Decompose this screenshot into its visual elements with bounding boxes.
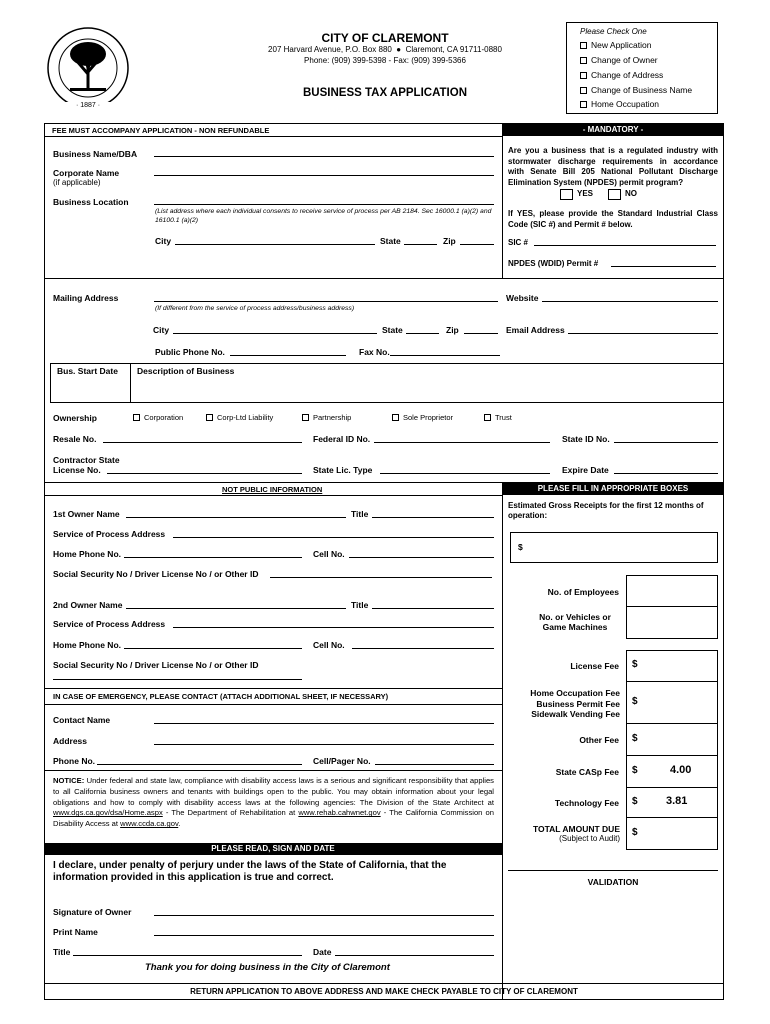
total-sub: (Subject to Audit) [559,834,620,843]
validation-label: VALIDATION [587,877,639,887]
npdes-label: NPDES (WDID) Permit # [508,259,599,268]
mailing-zip-label: Zip [446,325,459,335]
casp-fee-dollar: $ [632,765,638,776]
owner1-title-label: Title [351,509,369,519]
ownership-sole[interactable]: Sole Proprietor [392,413,453,422]
other-fee-label: Other Fee [579,735,619,745]
owner1-name-label: 1st Owner Name [53,509,120,519]
owner2-cell-input[interactable] [352,639,494,649]
checkbox-icon [580,57,587,64]
print-name-input[interactable] [154,926,494,936]
corporate-name-input[interactable] [154,166,494,176]
mandatory-question: Are you a business that is a regulated industry with stormwater discharge requirements in accordance with Senate Bill 205 National Pollutant Discharge Elimination System (NPDES) permit program? [508,146,718,187]
check-option-home[interactable]: Home Occupation [580,99,659,109]
owner1-cell-label: Cell No. [313,549,345,559]
business-state-label: State [380,236,401,246]
sign-date-input[interactable] [335,946,494,956]
mailing-address-label: Mailing Address [53,293,119,303]
gross-receipts-input[interactable] [510,532,718,563]
state-lic-type-label: State Lic. Type [313,465,373,475]
tech-fee-label: Technology Fee [554,798,619,808]
checkbox-icon [302,414,309,421]
contact-name-label: Contact Name [53,715,111,725]
mailing-state-label: State [382,325,403,335]
mailing-zip-input[interactable] [464,324,498,334]
casp-fee-label: State CASp Fee [555,767,619,777]
city-title: CITY OF CLAREMONT [321,31,449,45]
check-option-name[interactable]: Change of Business Name [580,85,692,95]
home-occ-dollar: $ [632,696,638,707]
owner1-ssn-label: Social Security No / Driver License No / or Other ID [53,569,259,579]
yes-label: YES [577,189,594,198]
disability-notice: NOTICE: Under federal and state law, compliance with disability access laws is a serious and significant responsibility that applies to all California business owners and tenants with buildings open to the public. You may obtain information about your legal obligations and how to comply with disability access laws at the following agencies: The Division of the State Architect at www.dgs.ca.gov/dsa/Home.aspx - The Department of Rehabilitation at www.rehab.cahwnet.gov - The California Commission on Disability Access at www.ccda.ca.gov. [53,776,494,829]
contact-phone-input[interactable] [97,755,302,765]
owner1-service-label: Service of Process Address [53,529,166,539]
footer-instructions: RETURN APPLICATION TO ABOVE ADDRESS AND MAKE CHECK PAYABLE TO CITY OF CLAREMONT [190,987,578,996]
business-name-label: Business Name/DBA [53,149,138,159]
sign-header: PLEASE READ, SIGN AND DATE [44,843,502,855]
owner2-ssn-label: Social Security No / Driver License No / or Other ID [53,660,259,670]
tech-fee-amount: 3.81 [666,795,688,807]
email-label: Email Address [506,325,565,335]
check-option-address[interactable]: Change of Address [580,70,663,80]
owner2-title-input[interactable] [372,599,494,609]
employees-input[interactable] [627,576,717,606]
ownership-trust[interactable]: Trust [484,413,512,422]
location-note: (List address where each individual consents to receive service of process per AB 2184. Sec 16000.1 (a)(2) and 16100.1 (a)(2) [155,208,492,224]
start-date-label: Bus. Start Date [57,366,118,376]
state-id-input[interactable] [614,433,718,443]
business-location-input[interactable] [154,195,494,205]
print-name-label: Print Name [53,927,98,937]
checkbox-icon [580,101,587,108]
sic-input[interactable] [534,236,716,246]
npdes-input[interactable] [611,257,716,267]
public-phone-label: Public Phone No. [155,347,225,357]
owner1-ssn-input[interactable] [270,568,492,578]
dsa-link[interactable]: www.dgs.ca.gov/dsa/Home.aspx [53,808,163,818]
validation-area [508,890,718,990]
mailing-note: (If different from the service of process address/business address) [155,305,355,312]
contact-phone-label: Phone No. [53,756,96,766]
owner1-cell-input[interactable] [349,548,494,558]
fax-label: Fax No. [359,347,390,357]
state-id-label: State ID No. [562,434,610,444]
declaration: I declare, under penalty of perjury under the laws of the State of California, that the information provided in this application is true and correct. [53,860,447,883]
mandatory-header: - MANDATORY - [502,124,724,136]
ccda-link[interactable]: www.ccda.ca.gov [120,819,179,829]
owner2-name-input[interactable] [126,599,346,609]
owner2-name-label: 2nd Owner Name [53,600,123,610]
mandatory-followup: If YES, please provide the Standard Industrial Class Code (SIC #) and Permit # below. [508,209,718,229]
checkbox-icon [484,414,491,421]
owner1-phone-input[interactable] [124,548,302,558]
vehicles-input[interactable] [627,607,717,638]
checkbox-icon [580,42,587,49]
city-phone: Phone: (909) 399-5398 - Fax: (909) 399-5366 [304,56,466,65]
sign-title-label: Title [53,947,71,957]
fax-input[interactable] [390,346,500,356]
emergency-header: IN CASE OF EMERGENCY, PLEASE CONTACT (ATTACH ADDITIONAL SHEET, IF NECESSARY) [53,692,389,701]
contact-cell-input[interactable] [375,755,494,765]
no-checkbox[interactable] [608,189,621,200]
check-one-title: Please Check One [580,27,647,36]
not-public-header: NOT PUBLIC INFORMATION [222,485,323,494]
other-fee-dollar: $ [632,733,638,744]
signature-input[interactable] [154,906,494,916]
expire-date-input[interactable] [614,464,718,474]
rehab-link[interactable]: www.rehab.cahwnet.gov [298,808,381,818]
contact-address-label: Address [53,736,88,746]
business-zip-label: Zip [443,236,456,246]
owner1-name-input[interactable] [126,508,346,518]
owner2-ssn-input[interactable] [53,670,302,680]
signature-label: Signature of Owner [53,907,132,917]
owner1-phone-label: Home Phone No. [53,549,122,559]
owner2-service-label: Service of Process Address [53,619,166,629]
expire-date-label: Expire Date [562,465,609,475]
resale-input[interactable] [103,433,302,443]
federal-id-input[interactable] [374,433,550,443]
checkbox-icon [206,414,213,421]
ownership-corporation[interactable]: Corporation [133,413,183,422]
gross-receipts-label: Estimated Gross Receipts for the first 12 months of operation: [508,501,704,520]
home-occ-label: Home Occupation Fee Business Permit Fee Sidewalk Vending Fee [530,688,620,719]
checkbox-icon [580,87,587,94]
check-option-owner[interactable]: Change of Owner [580,55,658,65]
license-fee-label: License Fee [570,661,619,671]
corporate-name-label: Corporate Name [53,168,120,178]
fill-boxes-header: PLEASE FILL IN APPROPRIATE BOXES [502,483,724,495]
yes-checkbox[interactable] [560,189,573,200]
website-input[interactable] [542,292,718,302]
no-label: NO [625,189,637,198]
license-fee-dollar: $ [632,659,638,670]
contractor-license-input[interactable] [107,464,302,474]
tech-fee-dollar: $ [632,796,638,807]
owner2-service-input[interactable] [173,618,494,628]
resale-label: Resale No. [53,434,97,444]
contact-cell-label: Cell/Pager No. [313,756,371,766]
city-seal [40,24,136,114]
description-label: Description of Business [137,366,235,376]
total-dollar: $ [632,827,638,838]
gross-receipts-dollar: $ [518,542,523,552]
mailing-address-input[interactable] [154,292,498,302]
business-name-input[interactable] [154,147,494,157]
ownership-label: Ownership [53,413,97,423]
total-label: TOTAL AMOUNT DUE [532,824,620,834]
fee-notice: FEE MUST ACCOMPANY APPLICATION - NON REFUNDABLE [52,126,270,135]
sign-date-label: Date [313,947,332,957]
employees-label: No. of Employees [547,587,619,597]
seal-year: · 1887 · [62,102,114,109]
check-option-new[interactable]: New Application [580,40,651,50]
public-phone-input[interactable] [230,346,346,356]
mailing-city-label: City [153,325,170,335]
mailing-state-input[interactable] [406,324,439,334]
sign-title-input[interactable] [73,946,302,956]
contact-address-input[interactable] [154,735,494,745]
business-city-input[interactable] [175,235,375,245]
federal-id-label: Federal ID No. [313,434,371,444]
city-address: 207 Harvard Avenue, P.O. Box 880 ● Claremont, CA 91711-0880 [268,45,502,54]
corporate-name-sub: (if applicable) [53,178,101,187]
mailing-city-input[interactable] [173,324,377,334]
casp-fee-amount: 4.00 [670,764,692,776]
business-zip-input[interactable] [460,235,494,245]
form-title: BUSINESS TAX APPLICATION [303,87,467,99]
owner2-phone-label: Home Phone No. [53,640,122,650]
owner2-title-label: Title [351,600,369,610]
ownership-llc[interactable]: Corp-Ltd Liability [206,413,273,422]
owner1-service-input[interactable] [173,528,494,538]
website-label: Website [506,293,539,303]
state-lic-type-input[interactable] [380,464,550,474]
email-input[interactable] [568,324,718,334]
sic-label: SIC # [508,238,529,247]
vehicles-label: No. or Vehicles or Game Machines [539,612,611,632]
contact-name-input[interactable] [154,714,494,724]
business-location-label: Business Location [53,197,129,207]
contractor-label-2: License No. [53,465,101,475]
business-city-label: City [155,236,172,246]
ownership-partnership[interactable]: Partnership [302,413,351,422]
owner2-phone-input[interactable] [124,639,302,649]
owner2-cell-label: Cell No. [313,640,345,650]
business-state-input[interactable] [404,235,437,245]
checkbox-icon [392,414,399,421]
thank-you: Thank you for doing business in the City of Claremont [145,962,390,973]
contractor-label-1: Contractor State [53,455,120,465]
checkbox-icon [580,72,587,79]
checkbox-icon [133,414,140,421]
owner1-title-input[interactable] [372,508,494,518]
